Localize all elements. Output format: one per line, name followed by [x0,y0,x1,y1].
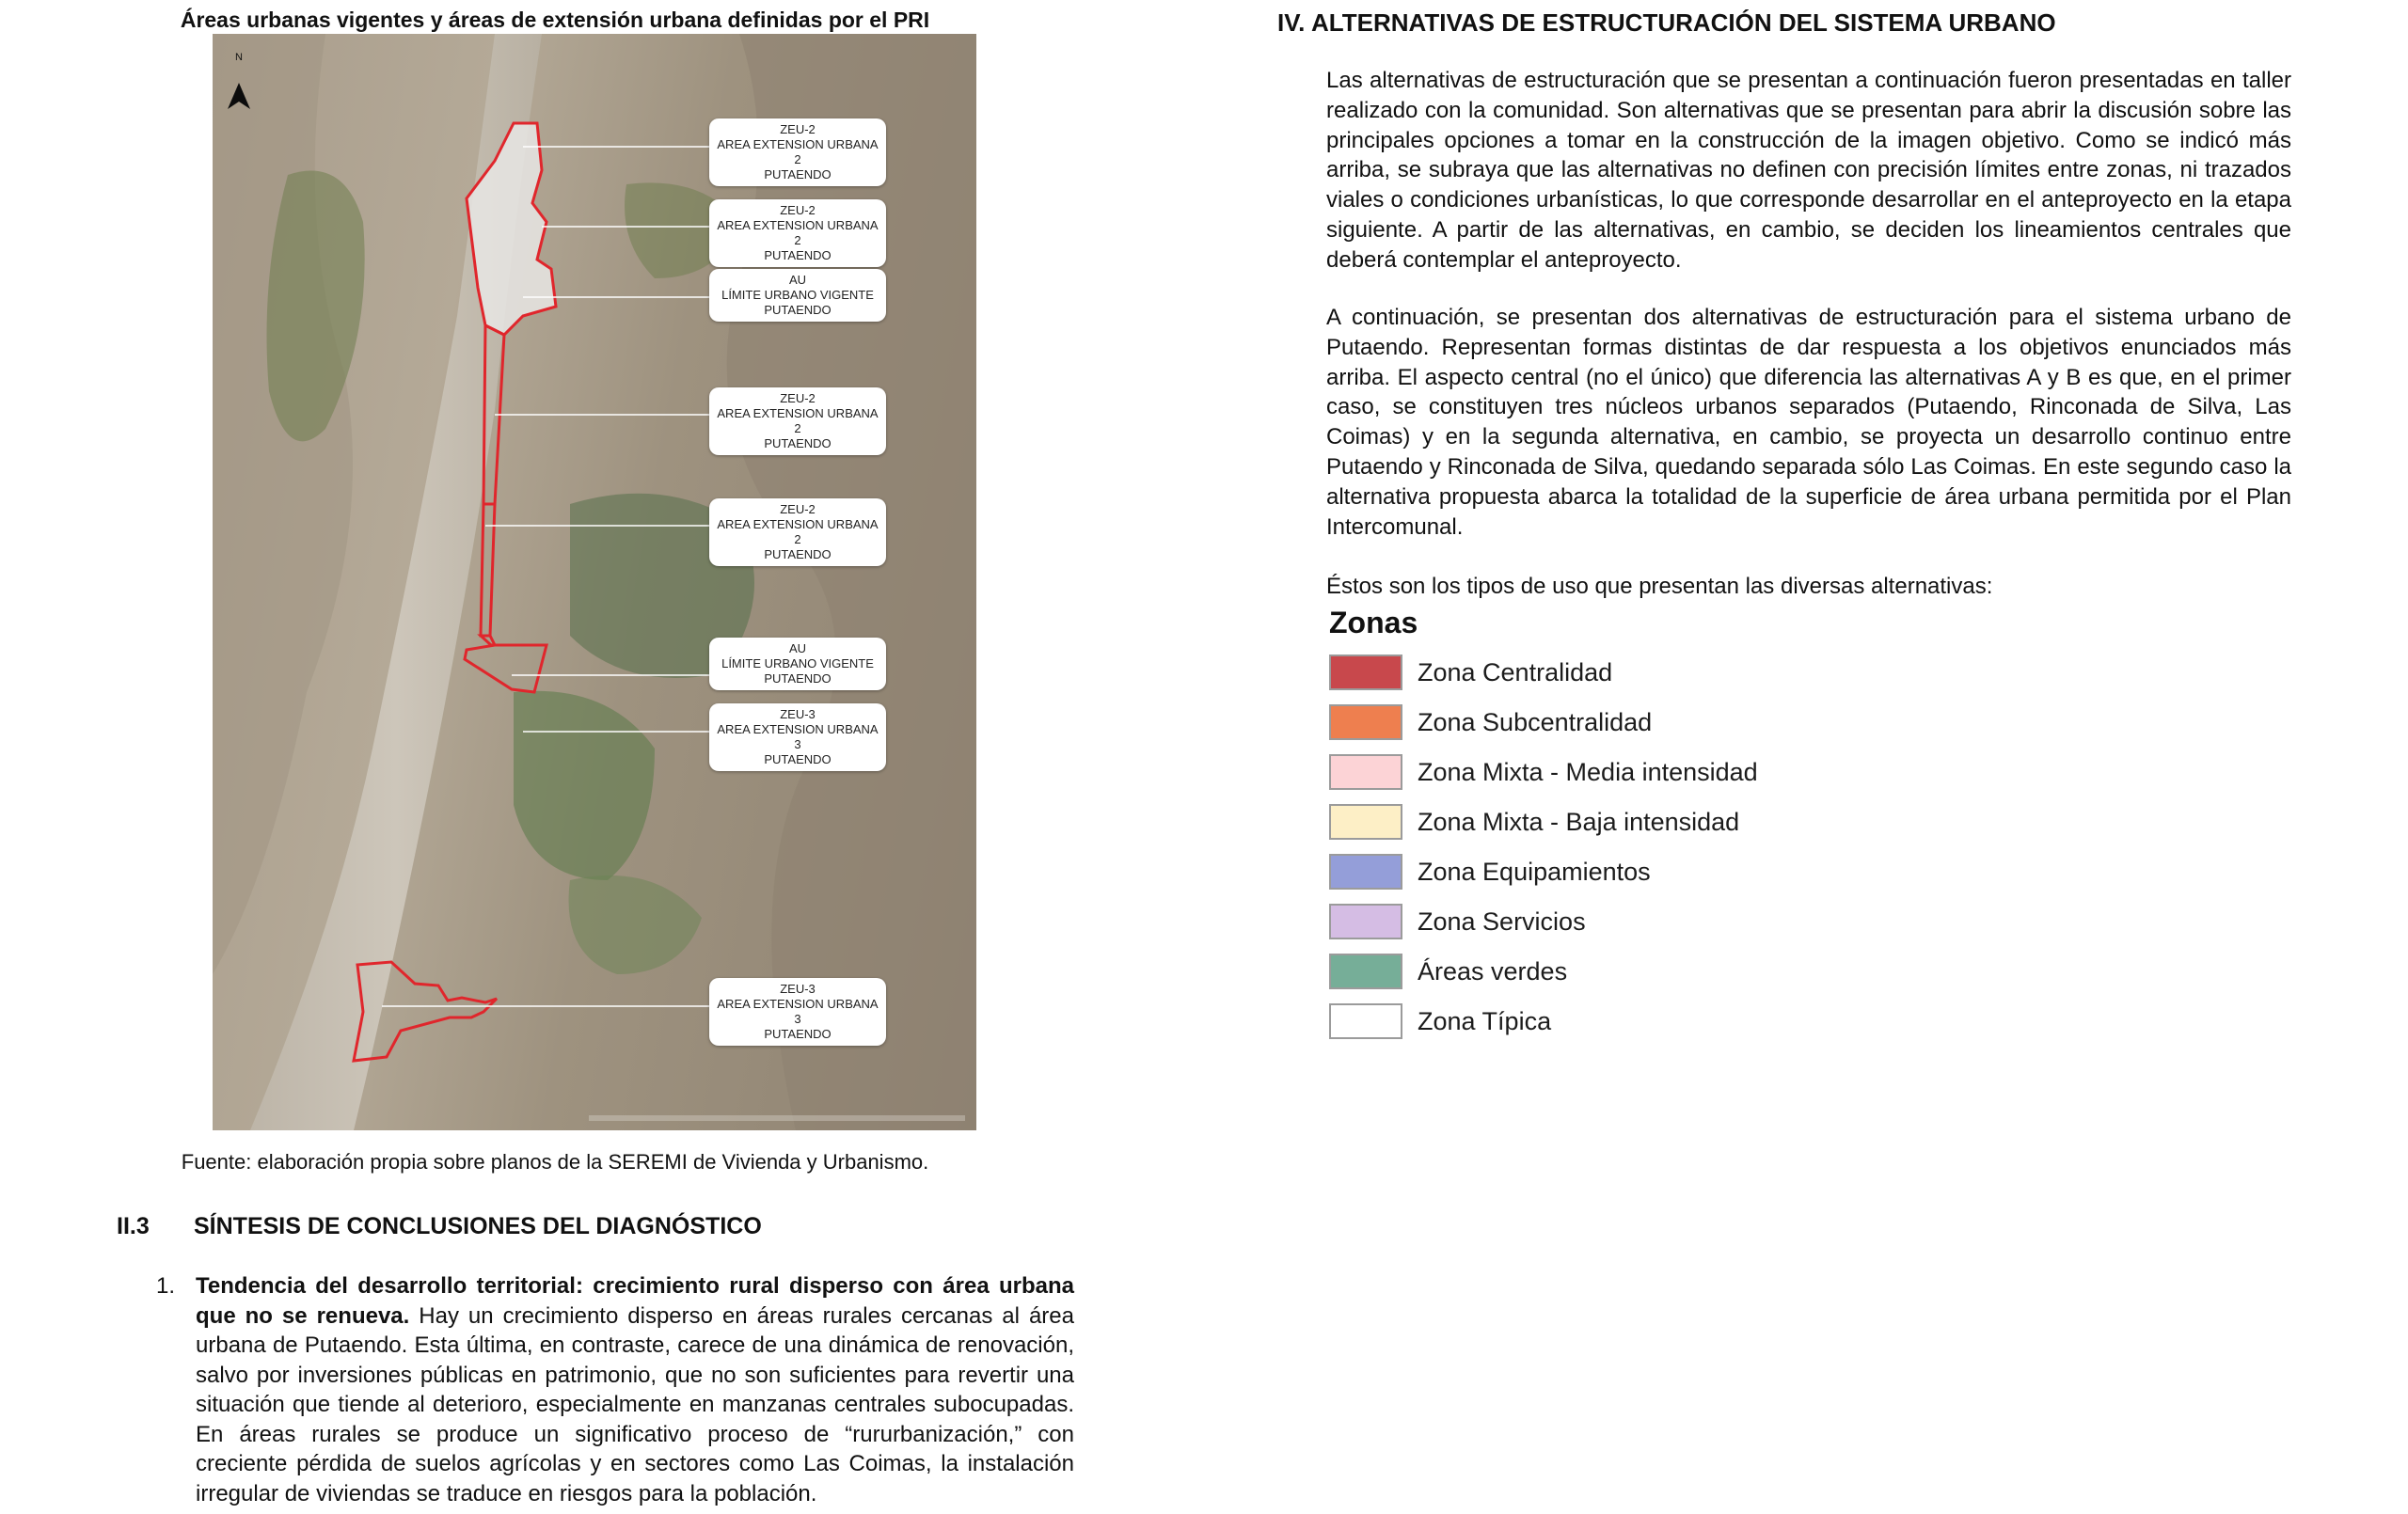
map-graphic [213,34,976,1130]
legend-swatch [1329,754,1402,790]
legend-item [1329,901,1586,942]
legend-title: Zonas [1329,606,1418,639]
north-label: N [235,52,243,63]
map-caption: Fuente: elaboración propia sobre planos de la SEREMI de Vivienda y Urbanismo. [181,1150,929,1174]
legend-item [1329,951,1567,992]
map-label-zeu2-b: ZEU-2 AREA EXTENSION URBANA 2 PUTAENDO [709,199,886,267]
section-title: SÍNTESIS DE CONCLUSIONES DEL DIAGNÓSTICO [194,1213,762,1239]
legend-swatch [1329,804,1402,840]
legend-label: Zona Típica [1418,1006,1552,1035]
satellite-map [213,34,976,1130]
legend-item [1329,1001,1551,1042]
legend-item [1329,851,1651,892]
legend-label: Zona Centralidad [1418,657,1613,686]
map-label-zeu2-a: ZEU-2 AREA EXTENSION URBANA 2 PUTAENDO [709,118,886,186]
map-label-zeu2-c: ZEU-2 AREA EXTENSION URBANA 2 PUTAENDO [709,387,886,455]
list-item-heading: Tendencia del desarrollo territorial: crecimiento rural disperso con área urbana que no se renueva. [196,1273,1074,1329]
map-label-zeu3-b: ZEU-3 AREA EXTENSION URBANA 3 PUTAENDO [709,978,886,1046]
legend-label: Áreas verdes [1418,956,1568,986]
legend-label: Zona Servicios [1418,907,1586,936]
legend-item [1329,801,1739,843]
map-title: Áreas urbanas vigentes y áreas de extensión urbana definidas por el PRI [180,8,930,32]
section-iv-title: ALTERNATIVAS DE ESTRUCTURACIÓN DEL SISTEMA URBANO [1311,8,2056,37]
paragraph-2: A continuación, se presentan dos alternativas de estructuración para el sistema urbano de Putaendo. Representan formas distintas de dar respuesta a los objetivos enunciados más arriba. El aspecto central (no el único) que diferencia las alternativas A y B es que, en el primer caso, se constituyen tres núcleos urbanos separados (Putaendo, Rinconada de Silva, Las Coimas) y en la segunda alternativa, en cambio, se proyecta un desarrollo continuo entre Putaendo y Rinconada de Silva, quedando separada sólo Las Coimas. En este segundo caso la alternativa propuesta abarca la totalidad de la superficie de área urbana permitida por el Plan Intercomunal. [1326,305,2291,540]
map-label-au-b: AU LÍMITE URBANO VIGENTE PUTAENDO [709,638,886,690]
legend-swatch [1329,704,1402,740]
list-item-body: Hay un crecimiento disperso en áreas rurales cercanas al área urbana de Putaendo. Esta última, en contraste, carece de una dinámica de renovación, salvo por inversiones públicas en patrimonio, que no son suficientes para revertir una situación que tiende al deterioro, especialmente en manzanas centrales subocupadas. En áreas rurales se produce un significativo proceso de “rururbanización,” con creciente pérdida de suelos agrícolas y en sectores como Las Coimas, la instalación irregular de viviendas se traduce en riesgos para la población. [196,1302,1074,1506]
legend-label: Zona Mixta - Baja intensidad [1418,807,1740,836]
list-item-text [196,1271,1074,1508]
map-label-zeu2-d: ZEU-2 AREA EXTENSION URBANA 2 PUTAENDO [709,498,886,566]
legend-item [1329,652,1612,693]
section-number: II.3 [117,1213,150,1239]
legend-swatch [1329,1003,1402,1039]
legend-label: Zona Equipamientos [1418,857,1651,886]
paragraph-3: Éstos son los tipos de uso que presentan las diversas alternativas: [1326,574,1993,599]
legend-item [1329,751,1758,793]
legend-item [1329,702,1652,743]
map-label-au-a: AU LÍMITE URBANO VIGENTE PUTAENDO [709,269,886,322]
paragraph-1: Las alternativas de estructuración que se presentan a continuación fueron presentadas en taller realizado con la comunidad. Son alternativas que se presentan para abrir la discusión sobre las principales opciones a tomar en la construcción de la imagen objetivo. Como se indicó más arriba, se subraya que las alternativas no definen con precisión límites entre zonas, ni trazados viales o condiciones urbanísticas, lo que corresponde desarrollar en el anteproyecto en la etapa siguiente. A partir de las alternativas, en cambio, se deciden los lineamientos centrales que deberá contemplar el anteproyecto. [1326,68,2291,273]
legend-label: Zona Mixta - Media intensidad [1418,757,1758,786]
legend-swatch [1329,854,1402,890]
map-label-zeu3-a: ZEU-3 AREA EXTENSION URBANA 3 PUTAENDO [709,703,886,771]
legend-label: Zona Subcentralidad [1418,707,1653,736]
legend-swatch [1329,904,1402,939]
legend-swatch [1329,954,1402,989]
list-item-number: 1. [156,1273,176,1299]
legend-swatch [1329,654,1402,690]
section-iv-number: IV. [1277,8,1306,37]
